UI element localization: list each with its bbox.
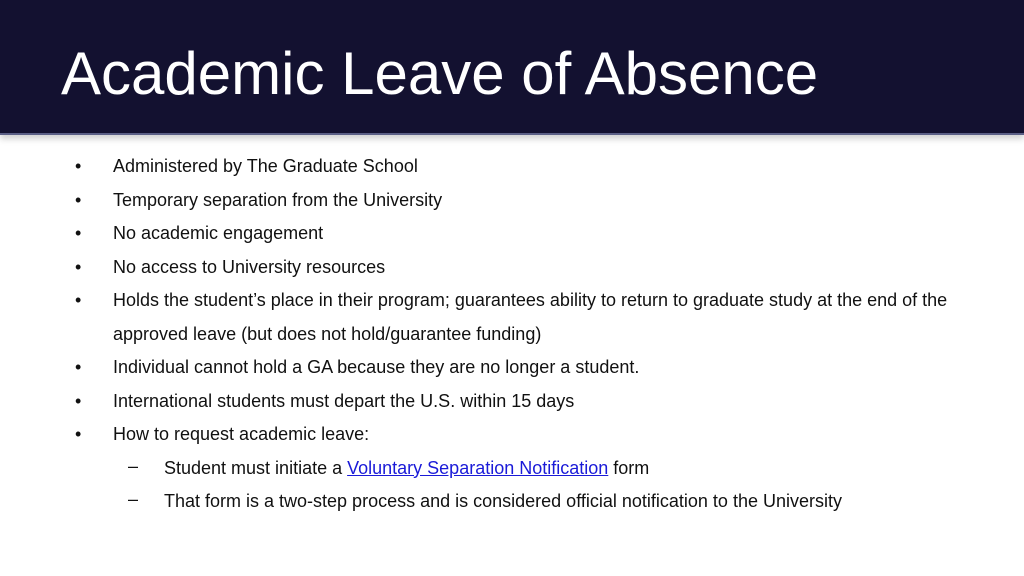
bullet-icon: • — [75, 357, 82, 377]
bullet-icon: • — [75, 424, 82, 444]
bullet-text: Individual cannot hold a GA because they are no longer a student. — [113, 357, 640, 377]
slide-content — [0, 150, 1024, 519]
voluntary-separation-notification-link[interactable]: Voluntary Separation Notification — [347, 457, 609, 478]
bullet-item-administered — [0, 150, 1024, 184]
bullet-text: Administered by The Graduate School — [113, 156, 418, 176]
slide-title: Academic Leave of Absence — [61, 40, 819, 107]
bullet-item-how-to-request — [0, 418, 1024, 452]
bullet-text: How to request academic leave: — [113, 424, 370, 444]
bullet-text: No access to University resources — [113, 256, 386, 277]
bullet-text: No academic engagement — [113, 223, 324, 243]
bullet-icon: • — [75, 189, 82, 210]
bullet-text: Temporary separation from the University — [113, 189, 443, 210]
sub-bullet-text-prefix: Student must initiate a — [164, 457, 348, 478]
bullet-item-international — [0, 385, 1024, 419]
bullet-list — [0, 150, 1024, 452]
title-bar — [0, 0, 1024, 135]
sub-bullet-text-suffix: form — [608, 457, 650, 478]
bullet-icon: • — [75, 390, 82, 411]
bullet-item-temporary-separation — [0, 184, 1024, 218]
sub-bullet-text: That form is a two-step process and is considered official notification to the University — [164, 491, 842, 511]
bullet-icon: • — [75, 290, 82, 310]
bullet-icon: • — [75, 223, 82, 243]
bullet-text: International students must depart the U.S. within 15 days — [113, 390, 575, 411]
dash-icon: – — [128, 489, 139, 509]
sub-bullet-two-step — [0, 485, 1024, 519]
bullet-text: Holds the student’s place in their program; guarantees ability to return to graduate study at the end of the approved leave (but does not hold/guarantee funding) — [113, 290, 948, 344]
bullet-item-no-access — [0, 251, 1024, 285]
bullet-icon: • — [75, 256, 82, 277]
bullet-item-holds-place — [0, 284, 1024, 351]
sub-bullet-initiate-form — [0, 452, 1024, 486]
bullet-item-no-ga — [0, 351, 1024, 385]
sub-bullet-list — [0, 452, 1024, 519]
dash-icon: – — [128, 455, 139, 476]
bullet-item-no-engagement — [0, 217, 1024, 251]
bullet-icon: • — [75, 156, 82, 176]
